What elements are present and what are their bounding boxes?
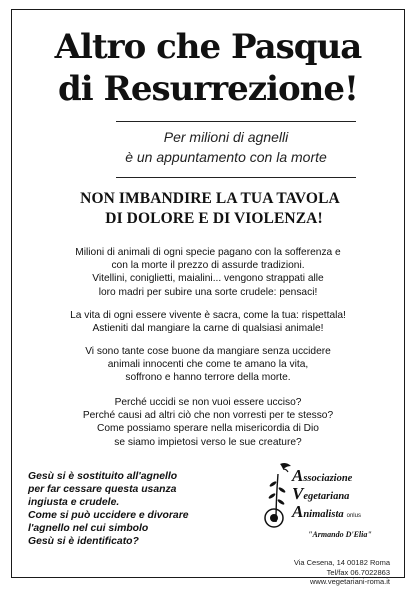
- paragraph-life-sacred: [12, 309, 404, 335]
- paragraph-line: Astieniti dal mangiare la carne di qualsiasi animale!: [92, 323, 324, 335]
- quote-line: Come si può uccidere e divorare: [28, 510, 189, 522]
- warning-line-2: DI DOLORE E DI VIOLENZA!: [105, 210, 323, 227]
- headline-line-2: di Resurrezione!: [58, 69, 358, 109]
- paragraph-line: Vi sono tante cose buone da mangiare senza uccidere: [85, 346, 331, 357]
- paragraph-line: soffrono e hanno terrore della morte.: [125, 372, 291, 384]
- paragraph-line: animali innocenti che come te amano la vita,: [107, 359, 309, 371]
- paragraph-line: Vitellini, coniglietti, maialini... vengono strappati alle: [92, 273, 324, 285]
- association-founder: "Armando D'Elia": [308, 530, 372, 539]
- headline-line-1: Altro che Pasqua: [54, 27, 362, 67]
- divider-bottom: [116, 177, 356, 178]
- warning-line-1: NON IMBANDIRE LA TUA TAVOLA: [80, 190, 340, 207]
- contact-block: [294, 558, 390, 587]
- divider-top: [116, 121, 356, 122]
- paragraph-line: Perché causi ad altri ciò che non vorresti per te stesso?: [82, 410, 334, 422]
- paragraph-line: loro madri per subire una sorte crudele: pensaci!: [98, 286, 318, 298]
- subtitle-line-1: Per milioni di agnelli: [163, 129, 289, 145]
- association-logo: [258, 460, 398, 556]
- quote-line: ingiusta e crudele.: [28, 497, 120, 509]
- closing-quote: [28, 470, 228, 549]
- paragraph-line: La vita di ogni essere vivente è sacra, come la tua: rispettala!: [70, 310, 346, 321]
- paragraph-suffering: [12, 246, 404, 299]
- paragraph-line: Milioni di animali di ogni specie pagano con la sofferenza e: [75, 247, 341, 258]
- paragraph-line: Perché uccidi se non vuoi essere ucciso?: [114, 397, 302, 408]
- quote-line: Gesù si è sostituito all'agnello: [28, 471, 178, 482]
- flyer: [11, 9, 405, 586]
- association-name-line-1: Associazione: [292, 466, 353, 485]
- paragraph-line: Come possiamo sperare nella misericordia di Dio: [97, 423, 319, 435]
- quote-line: per far cessare questa usanza: [28, 484, 177, 496]
- contact-address: Via Cesena, 14 00182 Roma: [293, 558, 390, 567]
- paragraph-line: se siamo impietosi verso le sue creature?: [114, 436, 302, 448]
- paragraph-good-food: [12, 345, 404, 385]
- contact-phone: Tel/fax 06.7022863: [326, 567, 390, 577]
- quote-line: Gesù si è identificato?: [28, 536, 139, 548]
- subtitle-line-2: è un appuntamento con la morte: [125, 149, 327, 165]
- association-name-line-2: Vegetariana: [292, 484, 350, 503]
- paragraph-line: con la morte il prezzo di assurde tradizioni.: [111, 260, 305, 272]
- association-name-line-3: Animalista onlus: [292, 502, 361, 521]
- contact-website[interactable]: www.vegetariani-roma.it: [309, 577, 390, 586]
- paragraph-questions: [12, 396, 404, 449]
- quote-line: l'agnello nel cui simbolo: [28, 523, 149, 535]
